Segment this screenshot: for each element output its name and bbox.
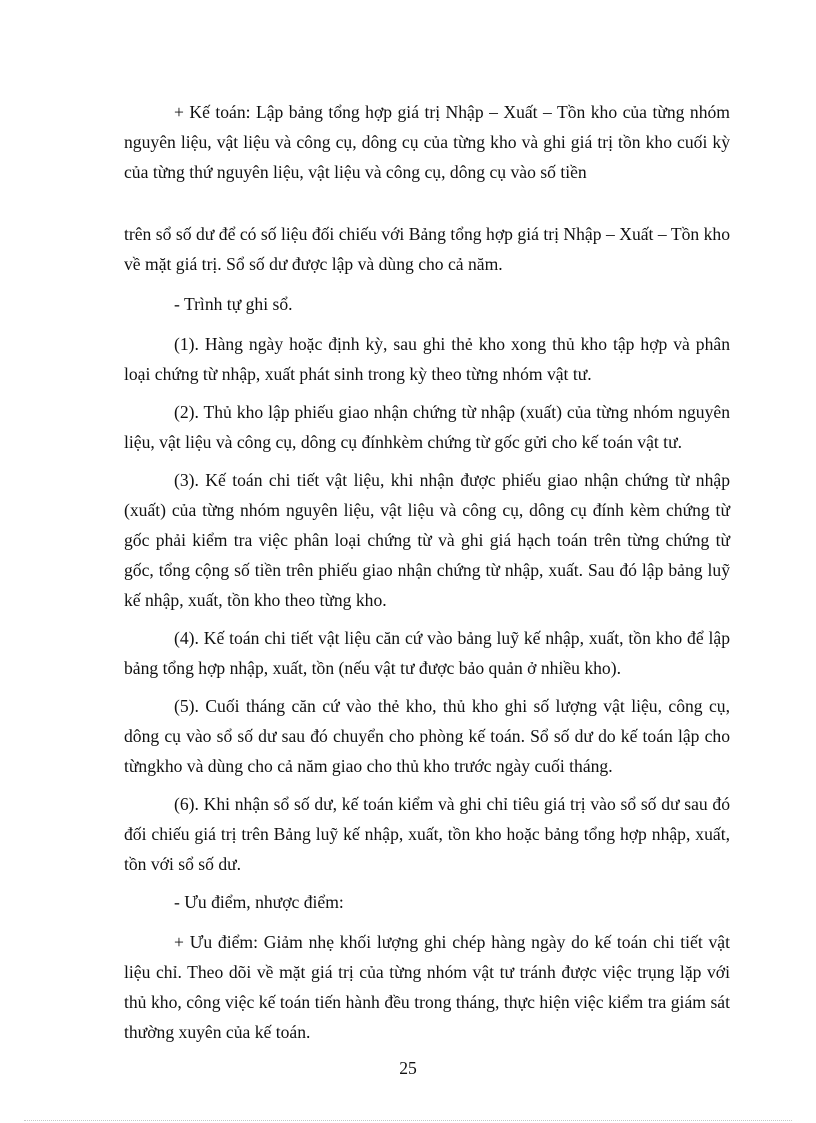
paragraph-step-3: (3). Kế toán chi tiết vật liệu, khi nhận được phiếu giao nhận chứng từ nhập (xuất) của từng nhóm nguyên liệu, vật liệu và công cụ, dông cụ đính kèm chứng từ gốc phải kiểm tra việc phân loại chứng từ và ghi giá hạch toán trên từng chứng từ gốc, tổng cộng số tiền trên phiếu giao nhận chứng từ nhập, xuất. Sau đó lập bảng luỹ kế nhập, xuất, tồn kho theo từng kho.: [124, 470, 730, 610]
page-number: 25: [399, 1058, 417, 1078]
text-block-top: [124, 97, 730, 187]
page-bottom-divider: [24, 1120, 792, 1121]
paragraph-step-6: (6). Khi nhận sổ số dư, kế toán kiểm và ghi chỉ tiêu giá trị vào sổ số dư sau đó đối chiếu giá trị trên Bảng luỹ kế nhập, xuất, tồn kho hoặc bảng tổng hợp nhập, xuất, tồn với sổ số dư.: [124, 794, 730, 874]
paragraph-step-2: (2). Thủ kho lập phiếu giao nhận chứng từ nhập (xuất) của từng nhóm nguyên liệu, vật liệu và công cụ, dông cụ đínhkèm chứng từ gốc gửi cho kế toán vật tư.: [124, 402, 730, 452]
paragraph-step-4: (4). Kế toán chi tiết vật liệu căn cứ vào bảng luỹ kế nhập, xuất, tồn kho để lập bảng tổng hợp nhập, xuất, tồn (nếu vật tư được bảo quản ở nhiều kho).: [124, 628, 730, 678]
paragraph-step-5: (5). Cuối tháng căn cứ vào thẻ kho, thủ kho ghi số lượng vật liệu, công cụ, dông cụ vào sổ số dư sau đó chuyển cho phòng kế toán. Sổ số dư do kế toán lập cho từngkho và dùng cho cả năm giao cho thủ kho trước ngày cuối tháng.: [124, 696, 730, 776]
paragraph-advantages: + Ưu điểm: Giảm nhẹ khối lượng ghi chép hàng ngày do kế toán chi tiết vật liệu chỉ. Theo dõi về mặt giá trị của từng nhóm vật tư tránh được việc trụng lặp với thủ kho, công việc kế toán tiến hành đều trong tháng, thực hiện việc kiểm tra giám sát thường xuyên của kế toán.: [124, 932, 730, 1042]
paragraph-heading-procedure: - Trình tự ghi sổ.: [174, 294, 293, 314]
text-block-main: [124, 219, 730, 1055]
paragraph-step-1: (1). Hàng ngày hoặc định kỳ, sau ghi thẻ kho xong thủ kho tập hợp và phân loại chứng từ nhập, xuất phát sinh trong kỳ theo từng nhóm vật tư.: [124, 334, 730, 384]
paragraph-heading-pros-cons: - Ưu điểm, nhược điểm:: [174, 892, 344, 912]
paragraph-accounting-summary: + Kế toán: Lập bảng tổng hợp giá trị Nhập – Xuất – Tồn kho của từng nhóm nguyên liệu, vật liệu và công cụ, dông cụ của từng kho và ghi giá trị tồn kho cuối kỳ của từng thứ nguyên liệu, vật liệu và công cụ, dông cụ vào số tiền: [124, 102, 730, 182]
paragraph-continuation: trên sổ số dư để có số liệu đối chiếu với Bảng tổng hợp giá trị Nhập – Xuất – Tồn kho về mặt giá trị. Sổ số dư được lập và dùng cho cả năm.: [124, 224, 730, 274]
